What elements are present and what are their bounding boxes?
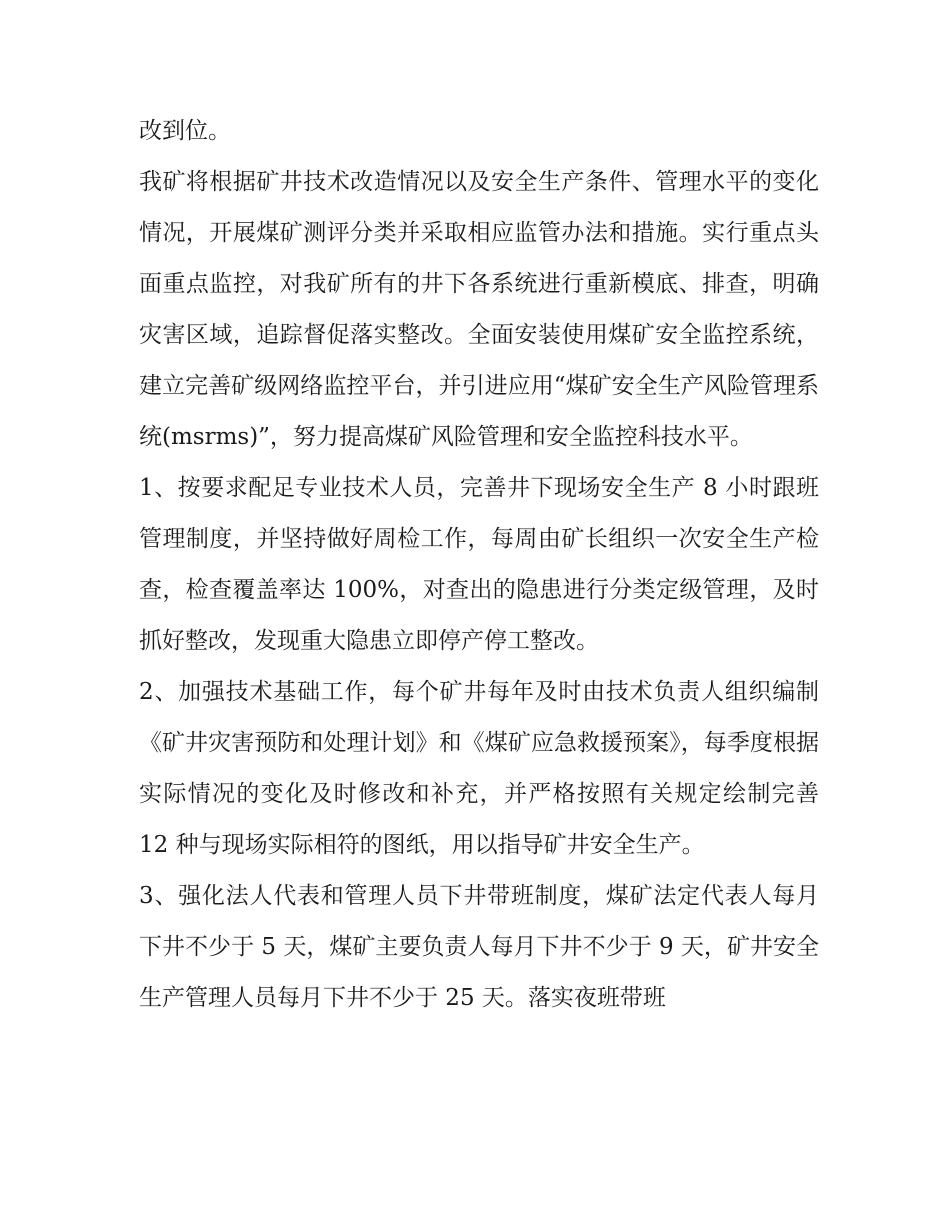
paragraph-item-3: 3、强化法人代表和管理人员下井带班制度，煤矿法定代表人每月下井不少于 5 天，煤矿主要负责人每月下井不少于 9 天，矿井安全生产管理人员每月下井不少于 25 天。落实夜班带班 [139, 883, 819, 1011]
document-body [139, 106, 819, 1024]
paragraph-item-1: 1、按要求配足专业技术人员，完善井下现场安全生产 8 小时跟班管理制度，并坚持做好周检工作，每周由矿长组织一次安全生产检查，检查覆盖率达 100%，对查出的隐患进行分类定级管理，及时抓好整改，发现重大隐患立即停产停工整改。 [139, 475, 819, 654]
paragraph-intro: 我矿将根据矿井技术改造情况以及安全生产条件、管理水平的变化情况，开展煤矿测评分类并采取相应监管办法和措施。实行重点头面重点监控，对我矿所有的井下各系统进行重新模底、排查，明确灾害区域，追踪督促落实整改。全面安装使用煤矿安全监控系统，建立完善矿级网络监控平台，并引进应用“煤矿安全生产风险管理系统(msrms)”，努力提高煤矿风险管理和安全监控科技水平。 [139, 169, 819, 450]
paragraph-continuation: 改到位。 [139, 118, 231, 144]
paragraph-item-2: 2、加强技术基础工作，每个矿井每年及时由技术负责人组织编制《矿井灾害预防和处理计划》和《煤矿应急救援预案》，每季度根据实际情况的变化及时修改和补充，并严格按照有关规定绘制完善 12 种与现场实际相符的图纸，用以指导矿井安全生产。 [139, 679, 819, 858]
